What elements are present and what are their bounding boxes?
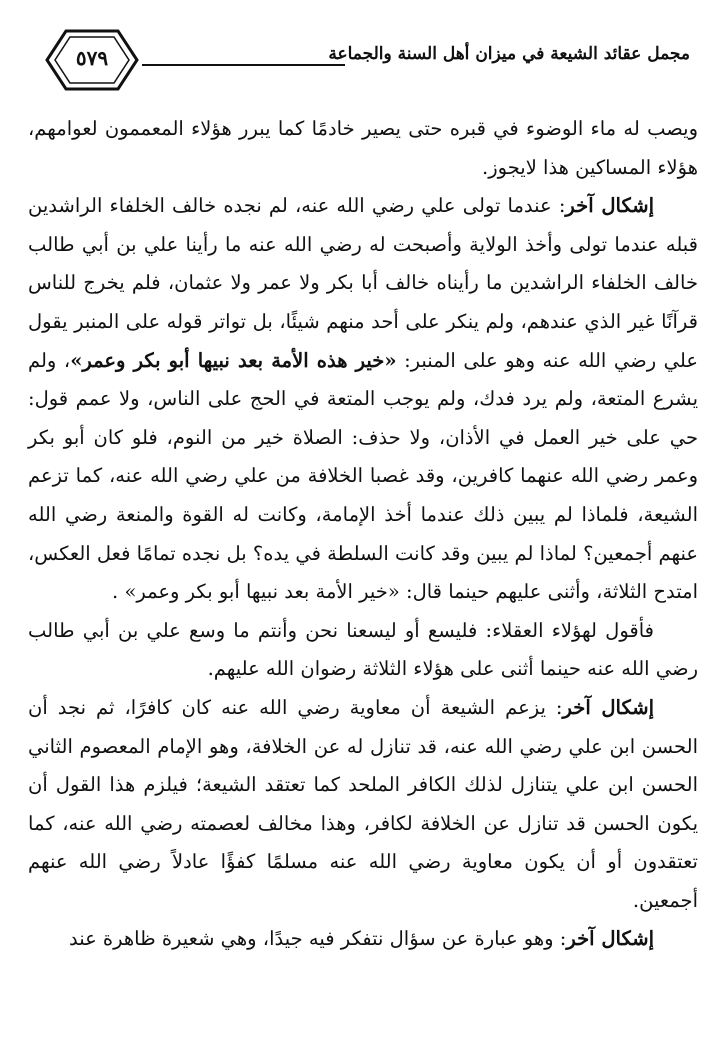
quote-1: «خير هذه الأمة بعد نبيها أبو بكر وعمر» xyxy=(70,348,397,372)
body-text xyxy=(28,110,698,959)
ishkal-label-2: إشكال آخر xyxy=(562,695,655,719)
page-number-badge xyxy=(44,28,140,92)
paragraph-3: فأقول لهؤلاء العقلاء: فليسع أو ليسعنا نحن وأنتم ما وسع علي بن أبي طالب رضي الله عنه حينما أثنى على هؤلاء الثلاثة رضوان الله عليهم. xyxy=(28,618,698,681)
paragraph-1: ويصب له ماء الوضوء في قبره حتى يصير خادمًا كما يبرر هؤلاء المعممون لعوامهم، هؤلاء المساكين هذا لايجوز. xyxy=(28,117,698,179)
paragraph-4 xyxy=(28,689,698,921)
page-number: ٥٧٩ xyxy=(75,46,109,70)
paragraph-2-text-a: : عندما تولى علي رضي الله عنه، لم نجده خالف الخلفاء الراشدين قبله عندما تولى وأخذ الولاية وأصبحت له رضي الله عنه ما رأينا علي بن أبي طالب خالف الخلفاء الراشدين ما رأيناه خالف أبا بكر ولا عمر ولا عثمان، فلم يخرج للناس قرآنًا غير الذي عندهم، ولم ينكر على أحد منهم شيئًا، بل تواتر قوله على المنبر يقول علي رضي الله عنه وهو على المنبر: xyxy=(28,194,698,372)
header-rule xyxy=(142,64,345,66)
paragraph-4-text: : يزعم الشيعة أن معاوية رضي الله عنه كان كافرًا، ثم نجد أن الحسن ابن علي رضي الله عنه، قد تنازل له عن الخلافة، وهو الإمام المعصوم الثاني الحسن ابن علي يتنازل لذلك الكافر الملحد كما تعتقد الشيعة؛ فيلزم هذا القول أن يكون الحسن قد تنازل عن الخلافة لكافر، وهذا مخالف لعصمته رضي الله عنه، كما تعتقدون أو أن يكون معاوية رضي الله عنه مسلمًا كفؤًا عادلاً رضي الله عنهم أجمعين. xyxy=(28,695,698,912)
ishkal-label-3: إشكال آخر xyxy=(566,927,654,951)
ishkal-label-1: إشكال آخر xyxy=(565,194,655,218)
paragraph-5 xyxy=(28,920,698,959)
running-header xyxy=(44,28,690,100)
paragraph-2 xyxy=(28,187,698,612)
paragraph-2-text-b: ، ولم يشرع المتعة، ولم يرد فدك، ولم يوجب المتعة في الحج على الناس، ولا عمم قول: حي على خير العمل في الأذان، ولا حذف: الصلاة خير من النوم، فلو كان أبو بكر وعمر رضي الله عنهما كافرين، وقد غصبا الخلافة من علي رضي الله عنه، كما تزعم الشيعة، فلماذا لم يبين ذلك عندما أخذ الإمامة، وكانت له القوة والمنعة رضي الله عنهم أجمعين؟ لماذا لم يبين وقد كانت السلطة في يده؟ بل نجده تمامًا فعل العكس، امتدح الثلاثة، وأثنى عليهم حينما قال: xyxy=(28,348,698,604)
paragraph-2-text-c: . xyxy=(112,580,125,604)
quote-2: «خير الأمة بعد نبيها أبو بكر وعمر» xyxy=(124,580,400,604)
header-title: مجمل عقائد الشيعة في ميزان أهل السنة والجماعة xyxy=(328,44,690,64)
paragraph-5-text: : وهو عبارة عن سؤال نتفكر فيه جيدًا، وهي شعيرة ظاهرة عند xyxy=(68,927,567,951)
